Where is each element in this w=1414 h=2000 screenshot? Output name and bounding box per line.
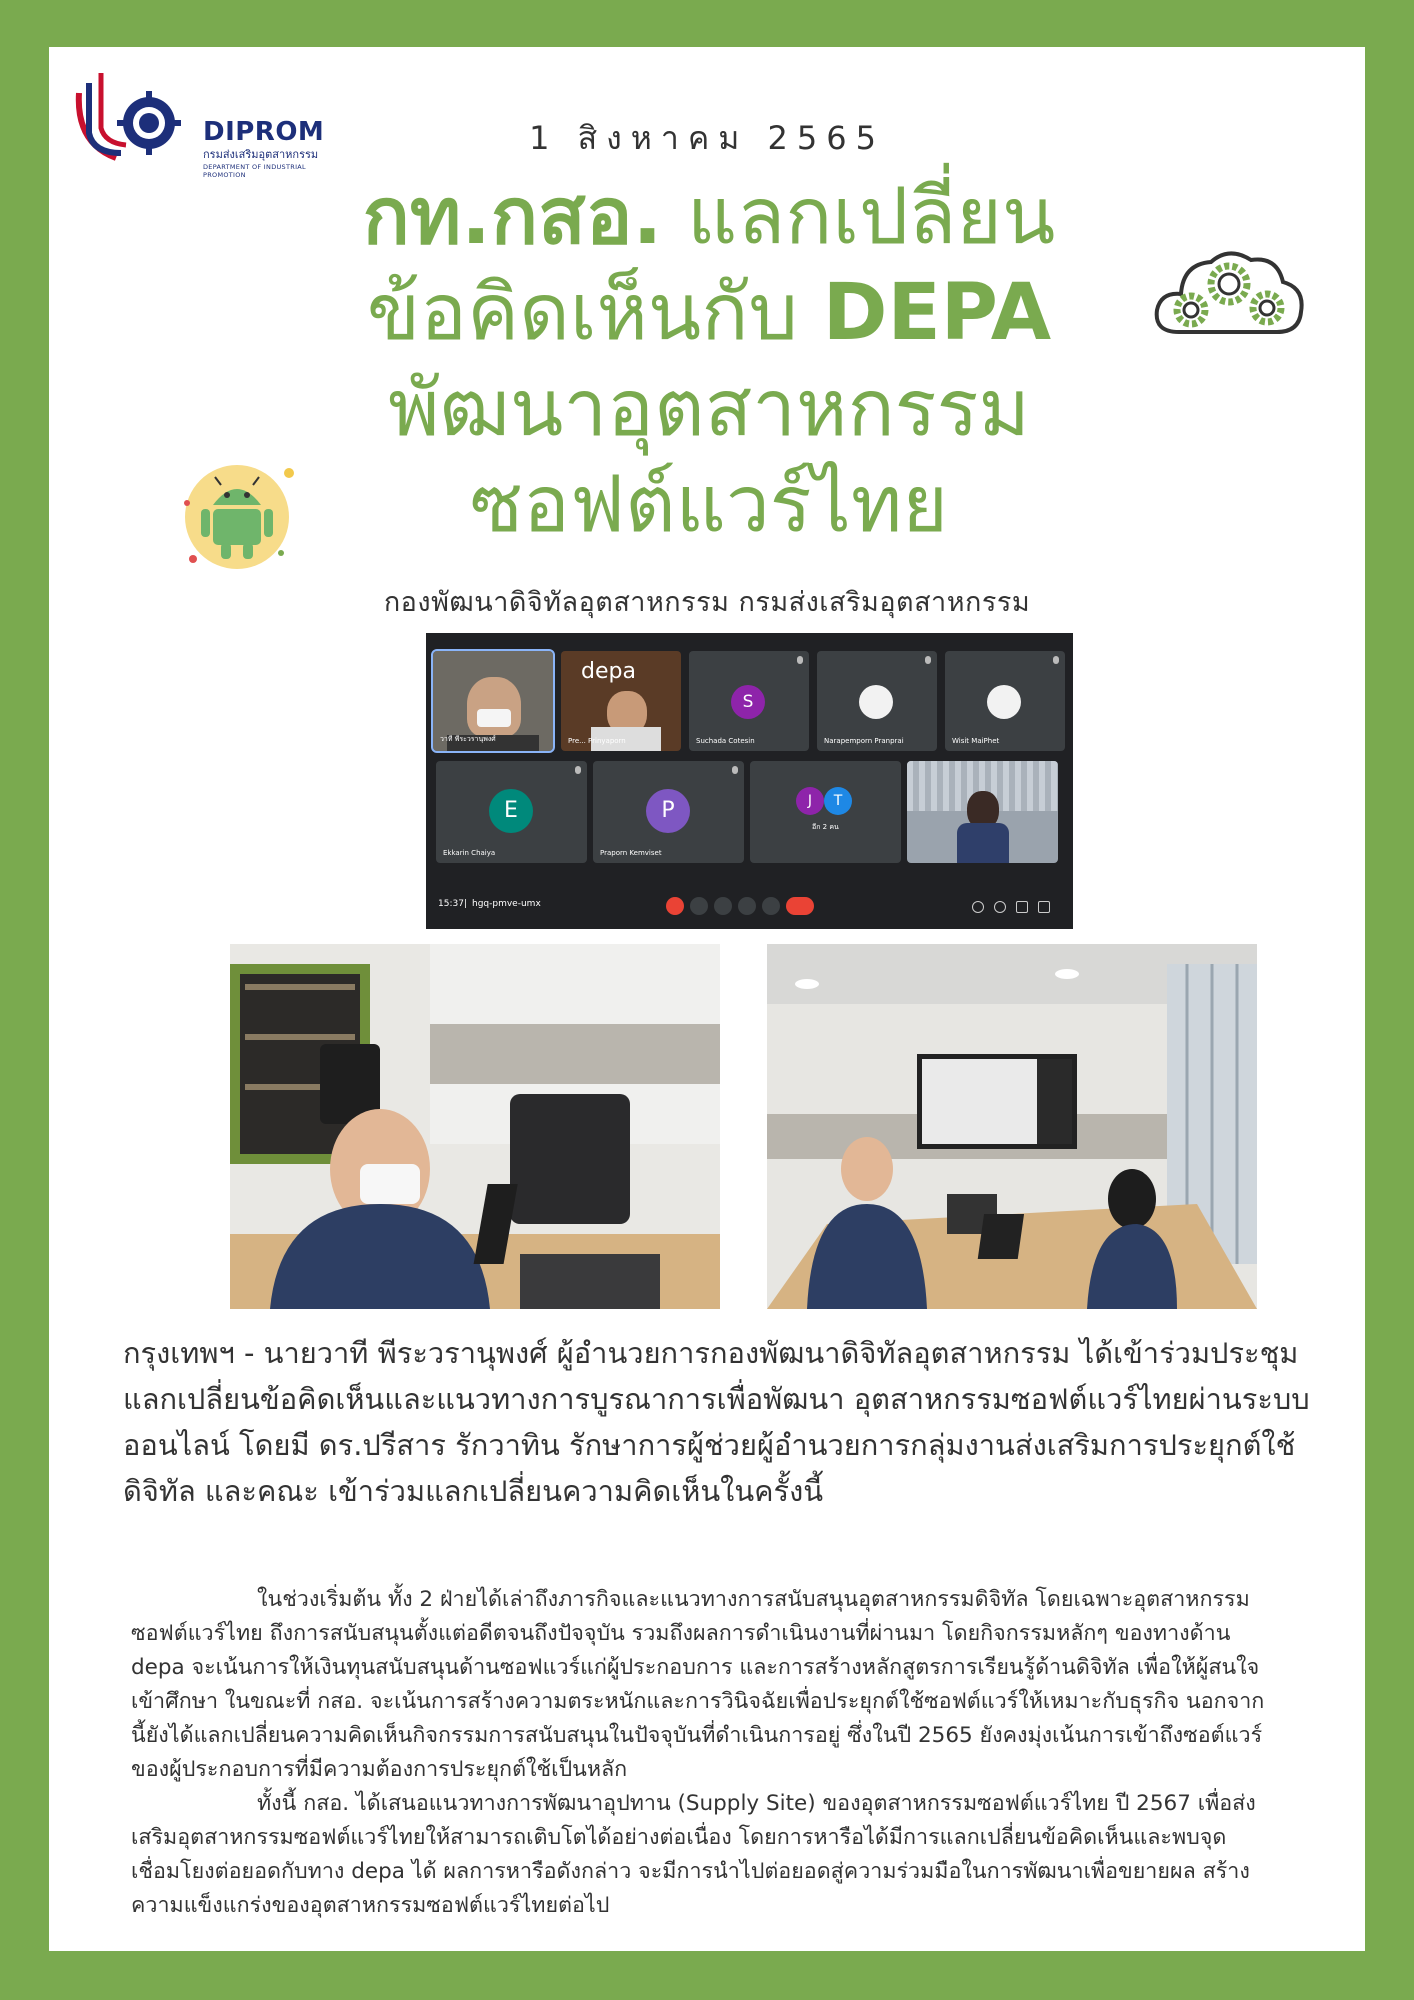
headline-l4: ซอฟต์แวร์ไทย (470, 460, 948, 550)
people-icon[interactable] (994, 901, 1006, 913)
participant-tile (561, 651, 681, 751)
participant-avatar: S (731, 685, 765, 719)
android-icon (179, 453, 299, 573)
participant-tile (817, 651, 937, 751)
mic-muted-icon (575, 766, 581, 774)
present-screen-button[interactable] (738, 897, 756, 915)
meeting-code: hgq-pmve-umx (472, 899, 541, 909)
participant-avatar: T (824, 787, 852, 815)
body-paragraph: ในช่วงเริ่มต้น ทั้ง 2 ฝ่ายได้เล่าถึงภารกิจและแนวทางการสนับสนุนอุตสาหกรรมดิจิทัล โดยเฉพาะอุตสาหกรรมซอฟต์แวร์ไทย ถึงการสนับสนุนตั้งแต่อดีตจนถึงปัจจุบัน รวมถึงผลการดำเนินงานที่ผ่านมา โดยกิจกรรมหลักๆ ของทางด้าน depa จะเน้นการให้เงินทุนสนับสนุนด้านซอฟแวร์แก่ผู้ประกอบการ และการสร้างหลักสูตรการเรียนรู้ด้านดิจิทัล เพื่อให้ผู้สนใจเข้าศึกษา ในขณะที่ กสอ. จะเน้นการสร้างความตระหนักและการวินิจฉัยเพื่อประยุกต์ใช้ซอฟต์แวร์ให้เหมาะกับธุรกิจ นอกจากนี้ยังได้แลกเปลี่ยนความคิดเห็นกิจกรรมการสนับสนุนในปัจจุบันที่ดำเนินการอยู่ ซึ่งในปี 2565 ยังคงมุ่งเน้นการเข้าถึงซอต์แวร์ของผู้ประกอบการที่มีความต้องการประยุกต์ใช้เป็นหลัก (131, 1587, 1265, 1782)
depa-logo: depa (581, 659, 636, 684)
logo-name: DIPROM (203, 117, 325, 147)
mic-muted-icon (732, 766, 738, 774)
headline-l1-bold: กท.กสอ. (362, 172, 663, 262)
participant-avatar (987, 685, 1021, 719)
participant-avatar: P (646, 789, 690, 833)
camera-toggle-button[interactable] (690, 897, 708, 915)
publish-date: 1 สิงหาคม 2565 (529, 119, 885, 157)
lead-paragraph: กรุงเทพฯ - นายวาที พีระวรานุพงศ์ ผู้อำนวยการกองพัฒนาดิจิทัลอุตสาหกรรม ได้เข้าร่วมประชุมแลกเปลี่ยนข้อคิดเห็นและแนวทางการบูรณาการเพื่อพัฒนา อุตสาหกรรมซอฟต์แวร์ไทยผ่านระบบออนไลน์ โดยมี ดร.ปรีสาร รักวาทิน รักษาการผู้ช่วยผู้อำนวยการกลุ่มงานส่งเสริมการประยุกต์ใช้ดิจิทัล และคณะ เข้าร่วมแลกเปลี่ยนความคิดเห็นในครั้งนี้ (123, 1336, 1310, 1508)
logo-thai: กรมส่งเสริมอุตสาหกรรม (203, 148, 319, 161)
mic-muted-icon (1053, 656, 1059, 664)
participant-tile (433, 651, 553, 751)
activities-icon[interactable] (1038, 901, 1050, 913)
headline-l2: ข้อคิดเห็นกับ (366, 268, 823, 358)
cloud-gears-icon (1149, 242, 1309, 352)
raise-hand-button[interactable] (714, 897, 732, 915)
headline-l2-bold: DEPA (822, 268, 1052, 358)
participant-tile (750, 761, 901, 863)
leave-call-button[interactable] (786, 897, 814, 915)
participant-tile (436, 761, 587, 863)
headline-l1: แลกเปลี่ยน (662, 172, 1056, 262)
participant-avatar: J (796, 787, 824, 815)
article-body (131, 1583, 1271, 1923)
document-page (49, 47, 1365, 1951)
info-icon[interactable] (972, 901, 984, 913)
office-photo-right (767, 944, 1257, 1309)
logo-english: DEPARTMENT OF INDUSTRIAL PROMOTION (203, 163, 306, 179)
participant-name: Suchada Cotesin (696, 737, 755, 745)
video-meeting-screenshot: วาที พีระวรานุพงศ์ depa Pre... Prinyaporn S Suchada Cotesin Narapemporn Pranprai Wisit MaiPhet E Ekkarin Chaiya P Praporn Kemviset J T อีก 2 คน 15:37 | hgq-pmve-umx (426, 633, 1073, 929)
participant-tile (593, 761, 744, 863)
headline-l3: พัฒนาอุตสาหกรรม (388, 364, 1030, 454)
participant-tile (689, 651, 809, 751)
department-subtitle: กองพัฒนาดิจิทัลอุตสาหกรรม กรมส่งเสริมอุตสาหกรรม (383, 587, 1031, 618)
participant-name: Wisit MaiPhet (952, 737, 1000, 745)
headline (249, 169, 1169, 553)
more-participants-label: อีก 2 คน (812, 823, 839, 831)
participant-name: Pre... Prinyaporn (568, 737, 626, 745)
mic-muted-icon (925, 656, 931, 664)
participant-avatar (859, 685, 893, 719)
participant-name: Praporn Kemviset (600, 849, 662, 857)
participant-avatar: E (489, 789, 533, 833)
participant-tile (907, 761, 1058, 863)
meeting-time: 15:37 (438, 899, 464, 909)
more-options-button[interactable] (762, 897, 780, 915)
participant-name: Narapemporn Pranprai (824, 737, 904, 745)
mic-muted-icon (797, 656, 803, 664)
office-photo-left (230, 944, 720, 1309)
body-paragraph: ทั้งนี้ กสอ. ได้เสนอแนวทางการพัฒนาอุปทาน (Supply Site) ของอุตสาหกรรมซอฟต์แวร์ไทย ปี 2567 เพื่อส่งเสริมอุตสาหกรรมซอฟต์แวร์ไทยให้สามารถเติบโตได้อย่างต่อเนื่อง โดยการหารือได้มีการแลกเปลี่ยนข้อคิดเห็นและพบจุดเชื่อมโยงต่อยอดกับทาง depa ได้ ผลการหารือดังกล่าว จะมีการนำไปต่อยอดสู่ความร่วมมือในการพัฒนาเพื่อขยายผล สร้างความแข็งแกร่งของอุตสาหกรรมซอฟต์แวร์ไทยต่อไป (131, 1791, 1256, 1918)
mic-toggle-button[interactable] (666, 897, 684, 915)
chat-icon[interactable] (1016, 901, 1028, 913)
participant-name: Ekkarin Chaiya (443, 849, 496, 857)
participant-name: วาที พีระวรานุพงศ์ (440, 735, 496, 743)
participant-tile (945, 651, 1065, 751)
